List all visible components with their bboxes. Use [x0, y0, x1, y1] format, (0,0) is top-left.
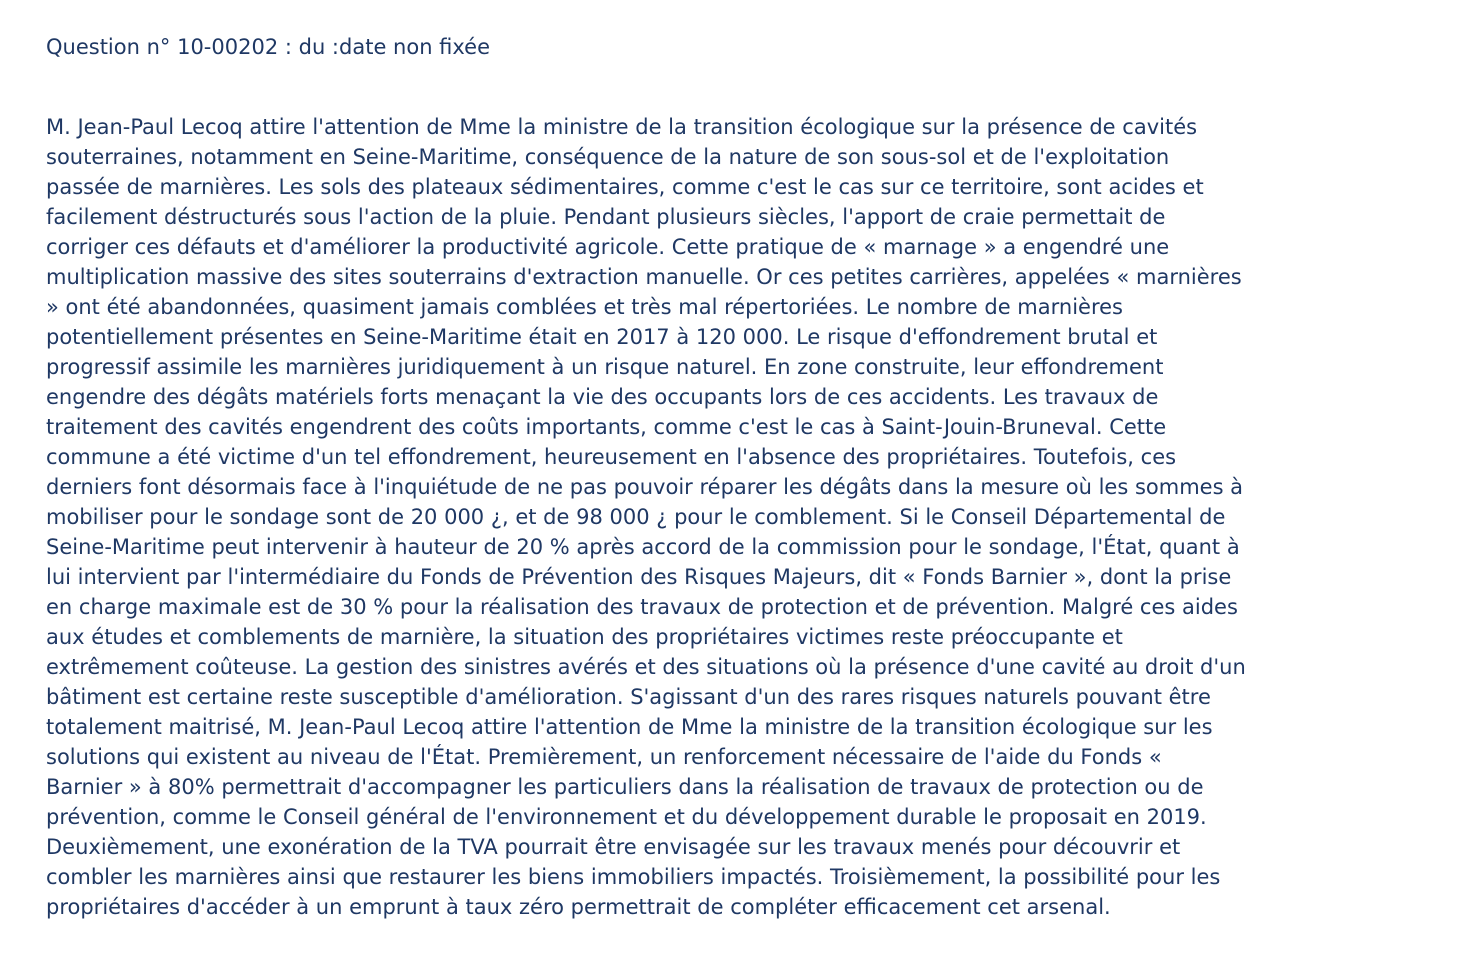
body-line: prévention, comme le Conseil général de l'environnement et du développement durable le proposait en 2019. — [46, 805, 1207, 829]
body-line: traitement des cavités engendrent des coûts importants, comme c'est le cas à Saint-Jouin-Bruneval. Cette — [46, 415, 1167, 439]
body-line: lui intervient par l'intermédiaire du Fonds de Prévention des Risques Majeurs, dit « Fonds Barnier », dont la prise — [46, 565, 1232, 589]
body-line: progressif assimile les marnières juridiquement à un risque naturel. En zone construite, leur effondrement — [46, 355, 1164, 379]
body-line: Deuxièmement, une exonération de la TVA pourrait être envisagée sur les travaux menés pour découvrir et — [46, 835, 1181, 859]
body-line: » ont été abandonnées, quasiment jamais comblées et très mal répertoriées. Le nombre de marnières — [46, 295, 1123, 319]
question-header: Question n° 10-00202 : du :date non fixée — [46, 35, 491, 59]
question-document — [46, 32, 1430, 922]
body-line: Barnier » à 80% permettrait d'accompagner les particuliers dans la réalisation de travaux de protection ou de — [46, 775, 1204, 799]
body-line: M. Jean-Paul Lecoq attire l'attention de Mme la ministre de la transition écologique sur la présence de cavités — [46, 115, 1198, 139]
body-line: totalement maitrisé, M. Jean-Paul Lecoq attire l'attention de Mme la ministre de la transition écologique sur les — [46, 715, 1213, 739]
body-line: multiplication massive des sites souterrains d'extraction manuelle. Or ces petites carrières, appelées « marnières — [46, 265, 1242, 289]
question-body — [46, 112, 1430, 922]
body-line: facilement déstructurés sous l'action de la pluie. Pendant plusieurs siècles, l'apport de craie permettait de — [46, 205, 1166, 229]
body-line: souterraines, notamment en Seine-Maritime, conséquence de la nature de son sous-sol et de l'exploitation — [46, 145, 1170, 169]
body-line: aux études et comblements de marnière, la situation des propriétaires victimes reste préoccupante et — [46, 625, 1123, 649]
body-line: passée de marnières. Les sols des plateaux sédimentaires, comme c'est le cas sur ce territoire, sont acides et — [46, 175, 1204, 199]
body-line: potentiellement présentes en Seine-Maritime était en 2017 à 120 000. Le risque d'effondrement brutal et — [46, 325, 1158, 349]
body-line: derniers font désormais face à l'inquiétude de ne pas pouvoir réparer les dégâts dans la mesure où les sommes à — [46, 475, 1244, 499]
body-line: propriétaires d'accéder à un emprunt à taux zéro permettrait de compléter efficacement cet arsenal. — [46, 895, 1111, 919]
body-line: bâtiment est certaine reste susceptible d'amélioration. S'agissant d'un des rares risques naturels pouvant être — [46, 685, 1211, 709]
body-line: corriger ces défauts et d'améliorer la productivité agricole. Cette pratique de « marnage » a engendré une — [46, 235, 1170, 259]
body-line: extrêmement coûteuse. La gestion des sinistres avérés et des situations où la présence d'une cavité au droit d'un — [46, 655, 1246, 679]
body-line: en charge maximale est de 30 % pour la réalisation des travaux de protection et de prévention. Malgré ces aides — [46, 595, 1238, 619]
body-line: commune a été victime d'un tel effondrement, heureusement en l'absence des propriétaires. Toutefois, ces — [46, 445, 1177, 469]
body-line: mobiliser pour le sondage sont de 20 000 ¿, et de 98 000 ¿ pour le comblement. Si le Conseil Départemental de — [46, 505, 1226, 529]
body-line: solutions qui existent au niveau de l'État. Premièrement, un renforcement nécessaire de l'aide du Fonds « — [46, 745, 1162, 769]
body-line: combler les marnières ainsi que restaurer les biens immobiliers impactés. Troisièmement, la possibilité pour les — [46, 865, 1221, 889]
body-line: engendre des dégâts matériels forts menaçant la vie des occupants lors de ces accidents. Les travaux de — [46, 385, 1159, 409]
body-line: Seine-Maritime peut intervenir à hauteur de 20 % après accord de la commission pour le sondage, l'État, quant à — [46, 535, 1240, 559]
